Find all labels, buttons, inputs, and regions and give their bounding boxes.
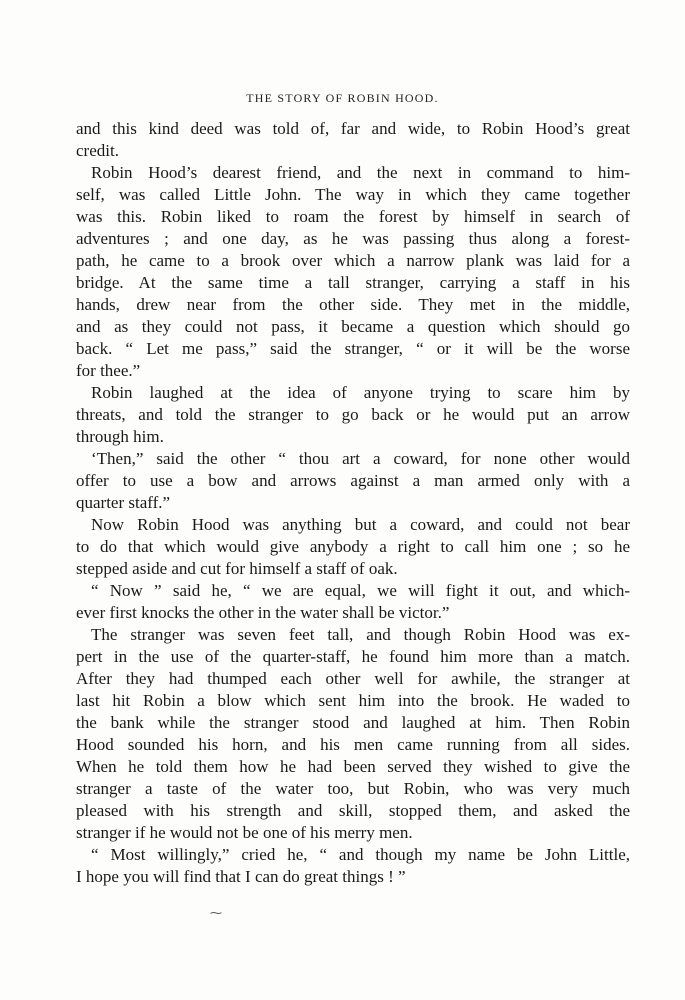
paragraph [76, 382, 630, 448]
text-line: for thee.” [76, 361, 141, 380]
text-line: and as they could not pass, it became a question which should go [76, 317, 630, 336]
text-line: Hood sounded his horn, and his men came running from all sides. [76, 735, 630, 754]
text-line: stranger if he would not be one of his merry men. [76, 823, 413, 842]
text-line: to do that which would give anybody a right to call him one ; so he [76, 537, 630, 556]
text-line: through him. [76, 427, 164, 446]
paragraph [76, 624, 630, 844]
text-line: “ Most willingly,” cried he, “ and though my name be John Little, [91, 845, 630, 864]
text-line: pleased with his strength and skill, stopped them, and asked the [76, 801, 630, 820]
text-line: was this. Robin liked to roam the forest by himself in search of [76, 207, 630, 226]
body-text [76, 118, 630, 888]
paragraph [76, 162, 630, 382]
paragraph [76, 580, 630, 624]
text-line: stepped aside and cut for himself a staff of oak. [76, 559, 398, 578]
text-line: hands, drew near from the other side. They met in the middle, [76, 295, 630, 314]
text-line: When he told them how he had been served they wished to give the [76, 757, 630, 776]
text-line: After they had thumped each other well for awhile, the stranger at [76, 669, 630, 688]
text-line: Robin laughed at the idea of anyone trying to scare him by [91, 383, 630, 402]
text-line: quarter staff.” [76, 493, 171, 512]
text-line: adventures ; and one day, as he was passing thus along a forest- [76, 229, 630, 248]
text-line: “ Now ” said he, “ we are equal, we will fight it out, and which- [91, 581, 630, 600]
text-line: ever first knocks the other in the water shall be victor.” [76, 603, 450, 622]
paragraph [76, 844, 630, 888]
paragraph [76, 448, 630, 514]
text-line: offer to use a bow and arrows against a man armed only with a [76, 471, 630, 490]
text-line: Now Robin Hood was anything but a coward, and could not bear [91, 515, 630, 534]
text-line: I hope you will find that I can do great things ! ” [76, 867, 406, 886]
paragraph [76, 514, 630, 580]
text-line: last hit Robin a blow which sent him into the brook. He waded to [76, 691, 630, 710]
text-line: stranger a taste of the water too, but Robin, who was very much [76, 779, 630, 798]
text-line: the bank while the stranger stood and laughed at him. Then Robin [76, 713, 630, 732]
text-line: threats, and told the stranger to go back or he would put an arrow [76, 405, 630, 424]
paragraph [76, 118, 630, 162]
print-mark: ⁓ [210, 906, 222, 920]
text-line: back. “ Let me pass,” said the stranger, “ or it will be the worse [76, 339, 630, 358]
text-line: pert in the use of the quarter-staff, he found him more than a match. [76, 647, 630, 666]
running-head: THE STORY OF ROBIN HOOD. [246, 91, 439, 105]
text-line: The stranger was seven feet tall, and though Robin Hood was ex- [91, 625, 630, 644]
text-line: Robin Hood’s dearest friend, and the next in command to him- [91, 163, 630, 182]
text-line: bridge. At the same time a tall stranger, carrying a staff in his [76, 273, 630, 292]
text-line: self, was called Little John. The way in which they came together [76, 185, 630, 204]
text-line: credit. [76, 141, 119, 160]
text-line: ‘Then,” said the other “ thou art a coward, for none other would [91, 449, 630, 468]
text-line: path, he came to a brook over which a narrow plank was laid for a [76, 251, 630, 270]
text-line: and this kind deed was told of, far and wide, to Robin Hood’s great [76, 119, 630, 138]
